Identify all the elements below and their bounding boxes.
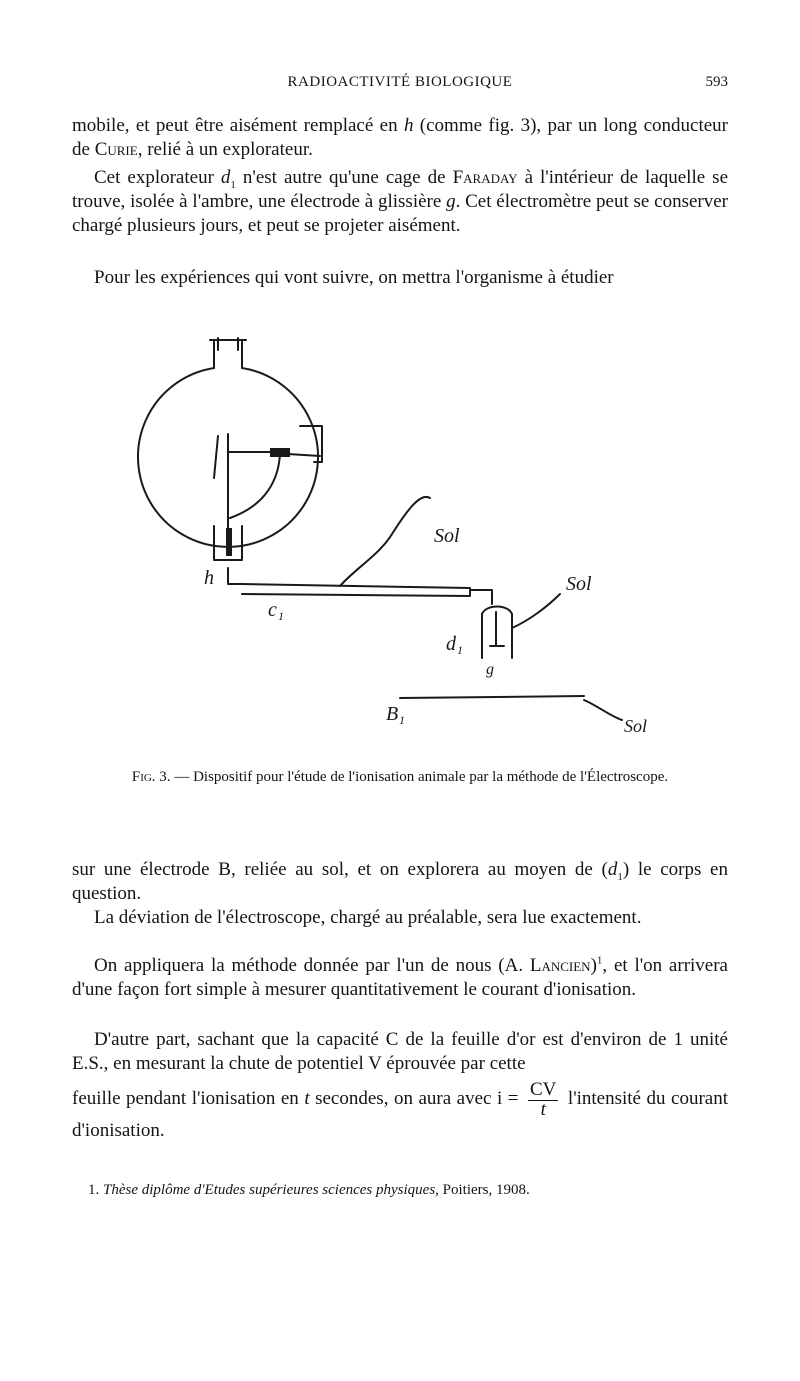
paragraph-8: feuille pendant l'ionisation en t secondes, on aura avec i = $\frac{CV}{t}$ l'intensité du courant d'ionisation.: [72, 1079, 728, 1141]
wire-to-ground-2: [512, 594, 560, 628]
running-title: RADIOACTIVITÉ BIOLOGIQUE: [287, 74, 513, 90]
label-sol-1: Sol: [434, 525, 460, 547]
figure-caption: Fig. 3. — Dispositif pour l'étude de l'ionisation animale par la méthode de l'Électroscope.: [131, 769, 669, 785]
running-header: [72, 74, 728, 98]
fraction-cv-over-t: $\frac{CV}{t}$: [530, 1079, 557, 1120]
tube-plug: [226, 528, 232, 556]
label-g: g: [486, 661, 494, 678]
paragraph-6: On appliquera la méthode donnée par l'un de nous (A. Lancien)$^1$, et l'on arrivera d'une façon fort simple à mesurer quantitativement le courant d'ionisation.: [72, 954, 728, 1000]
paragraph-5: La déviation de l'électroscope, chargé au préalable, sera lue exactement.: [94, 907, 642, 928]
paragraph-1: mobile, et peut être aisément remplacé en h (comme fig. 3), par un long conducteur de Curie, relié à un explorateur.: [72, 115, 728, 160]
paragraph-7: D'autre part, sachant que la capacité C de la feuille d'or est d'environ de 1 unité E.S., en mesurant la chute de potentiel V éprouvée par cette: [72, 1029, 728, 1074]
paragraph-2: Cet explorateur $d_1$ n'est autre qu'une cage de Faraday à l'intérieur de laquelle se trouve, isolée à l'ambre, une électrode à glissière g. Cet électromètre peut se conserver chargé plusieurs jours, et peut se projeter aisément.: [72, 167, 729, 236]
inner-leaf: [230, 454, 280, 518]
slider-block: [270, 448, 290, 457]
label-b1-sub: 1: [399, 713, 405, 727]
label-h: h: [204, 567, 214, 589]
label-d1: d: [446, 633, 456, 655]
page-number: 593: [705, 74, 728, 90]
footnote: 1. Thèse diplôme d'Etudes supérieures sciences physiques, Poitiers, 1908.: [88, 1182, 530, 1198]
label-d1-sub: 1: [457, 643, 463, 657]
wire-to-ground: [340, 497, 430, 586]
top-tube: [210, 338, 246, 368]
electrode-g: [490, 612, 504, 646]
paragraph-3: Pour les expériences qui vont suivre, on mettra l'organisme à étudier: [94, 267, 614, 288]
label-sol-2: Sol: [566, 573, 592, 595]
label-c1: c: [268, 599, 277, 621]
sliding-rod: [228, 568, 470, 596]
label-b1: B: [386, 703, 399, 725]
paragraph-4: sur une électrode B, reliée au sol, et on explorera au moyen de $(d_1)$ le corps en question.: [72, 859, 728, 904]
electroscope-figure: [130, 328, 700, 758]
inner-rod: [214, 434, 228, 546]
wire-to-ground-3: [584, 700, 622, 720]
electrode-b: [400, 696, 584, 698]
label-c1-sub: 1: [278, 609, 284, 623]
label-sol-3: Sol: [624, 716, 648, 736]
cage-link: [470, 590, 492, 604]
caption-prefix: Fig. 3.: [131, 769, 171, 785]
